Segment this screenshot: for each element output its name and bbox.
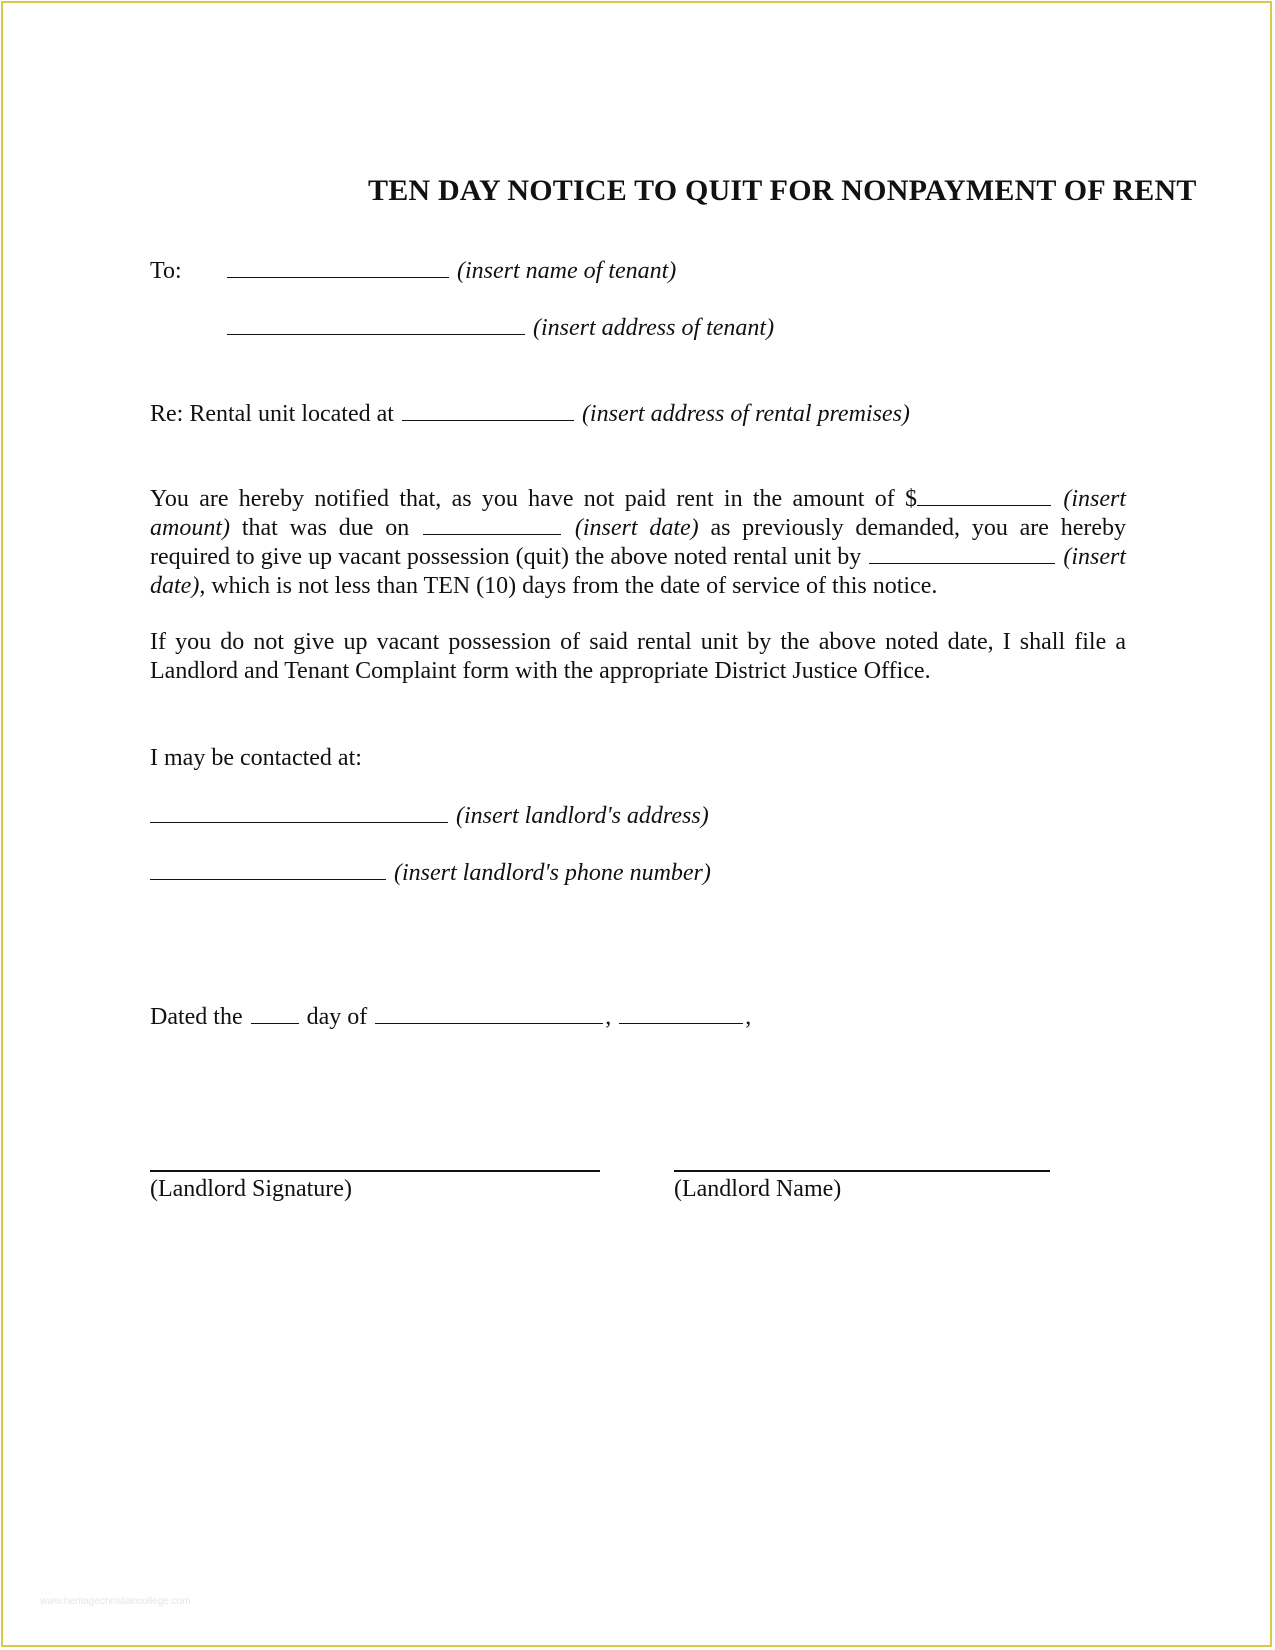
tenant-name-hint: (insert name of tenant) (457, 258, 677, 284)
due-date-hint: (insert date) (574, 515, 699, 541)
paragraph1-part3: as previously demanded, you are hereby required to give up vacant possession (quit) the above noted rental unit by (150, 515, 1127, 570)
contact-intro: I may be contacted at: (150, 745, 362, 771)
amount-blank[interactable] (917, 487, 1051, 506)
dated-the-label: Dated the (150, 1004, 243, 1030)
paragraph1-part1: You are hereby notified that, as you have not paid rent in the amount of $ (150, 486, 918, 512)
year-blank[interactable] (619, 1005, 743, 1024)
landlord-address-blank[interactable] (150, 804, 448, 823)
quit-date-hint: (insert date) (150, 544, 1127, 599)
due-date-blank[interactable] (423, 516, 561, 535)
tenant-address-row (225, 315, 774, 342)
name-line[interactable] (674, 1170, 1050, 1172)
rental-address-blank[interactable] (402, 402, 574, 421)
tenant-name-blank[interactable] (227, 259, 449, 278)
watermark: www.heritagechristiancollege.com (40, 1596, 191, 1607)
landlord-phone-row (150, 860, 711, 887)
dated-comma-2: , (745, 1004, 752, 1030)
landlord-address-row (150, 803, 709, 830)
amount-hint-a: (insert (1063, 486, 1127, 512)
document-title: TEN DAY NOTICE TO QUIT FOR NONPAYMENT OF RENT (368, 174, 1197, 207)
to-label: To: (150, 258, 182, 284)
signature-line[interactable] (150, 1170, 600, 1172)
day-blank[interactable] (251, 1005, 299, 1024)
tenant-name-row (225, 258, 676, 285)
month-blank[interactable] (375, 1005, 603, 1024)
landlord-phone-hint: (insert landlord's phone number) (394, 860, 711, 886)
paragraph1-part2: that was due on (241, 515, 410, 541)
rental-address-hint: (insert address of rental premises) (581, 401, 910, 427)
dated-row (150, 1004, 751, 1031)
notice-paragraph (150, 485, 1126, 601)
complaint-paragraph: If you do not give up vacant possession of said rental unit by the above noted date, I shall file a Landlord and Tenant Complaint form with the appropriate District Justice Office. (150, 629, 1126, 684)
landlord-address-hint: (insert landlord's address) (456, 803, 709, 829)
re-row (150, 401, 910, 428)
tenant-address-blank[interactable] (227, 316, 525, 335)
landlord-phone-blank[interactable] (150, 861, 386, 880)
amount-hint-b: amount) (150, 515, 230, 541)
re-label: Re: Rental unit located at (150, 401, 394, 427)
day-of-label: day of (306, 1004, 368, 1030)
signature-label: (Landlord Signature) (150, 1176, 352, 1202)
paragraph1-part4: , which is not less than TEN (10) days from the date of service of this notice. (199, 573, 938, 599)
dated-comma-1: , (605, 1004, 612, 1030)
name-label: (Landlord Name) (674, 1176, 842, 1202)
tenant-address-hint: (insert address of tenant) (533, 315, 775, 341)
quit-date-blank[interactable] (869, 545, 1055, 564)
